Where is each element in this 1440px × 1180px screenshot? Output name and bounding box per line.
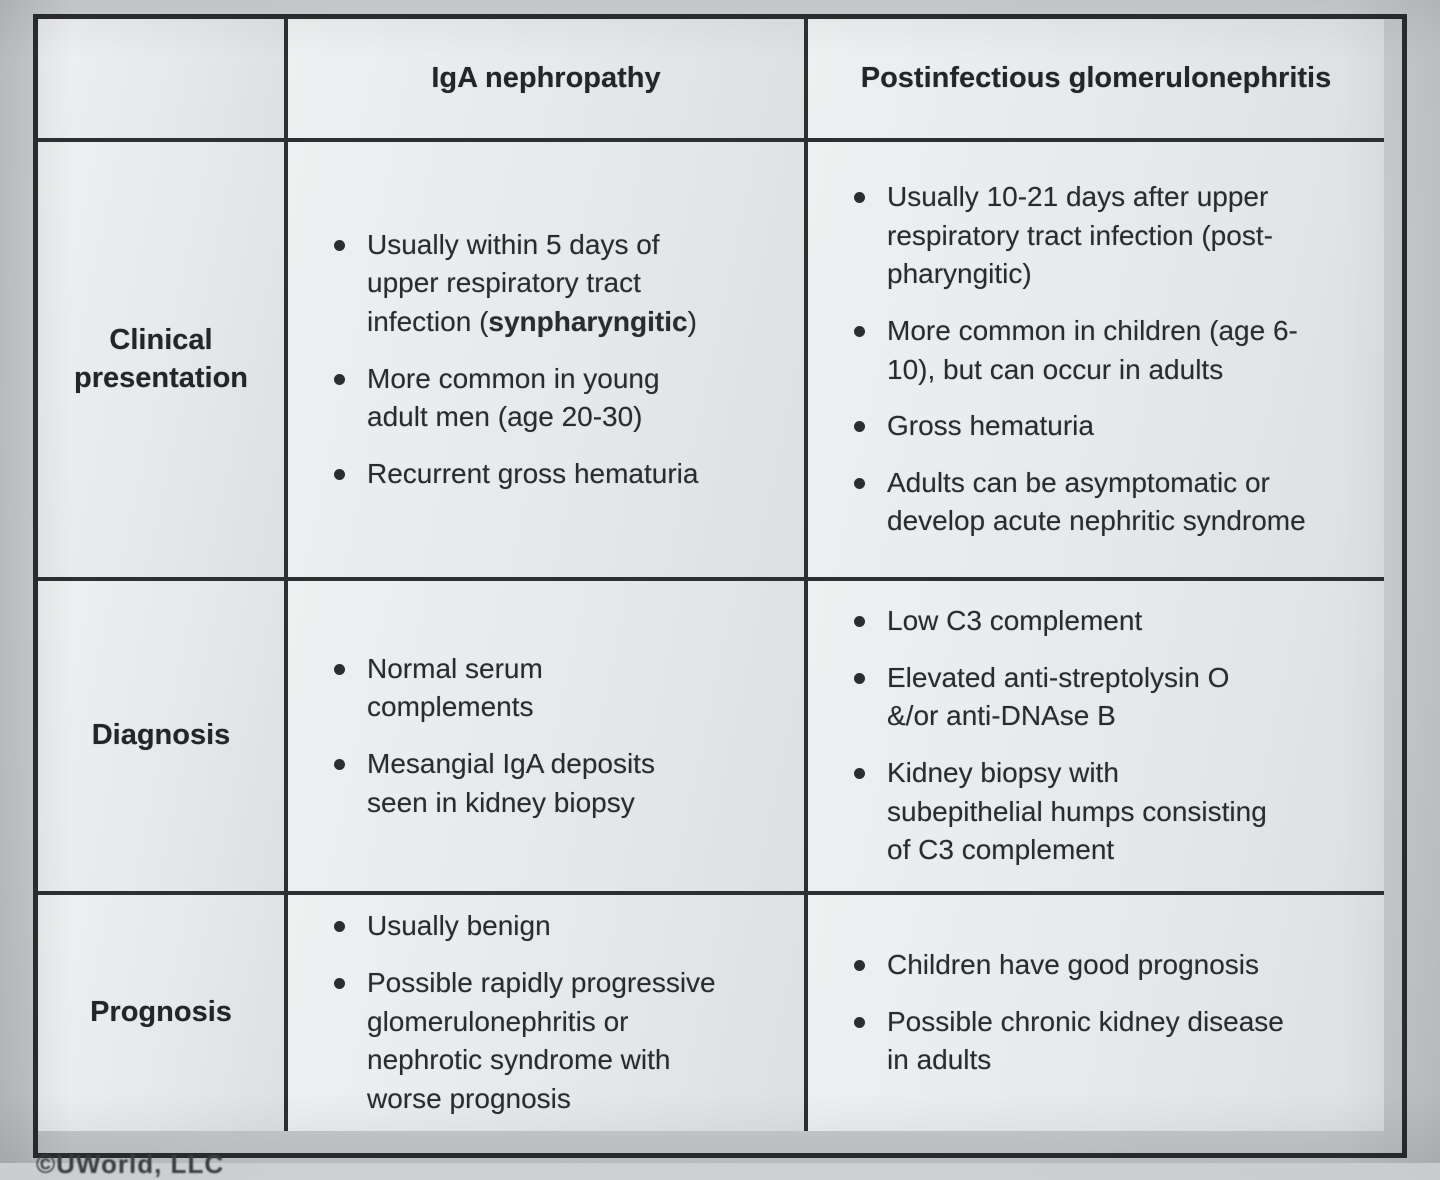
bullet-text: Adults can be asymptomatic or develop acute nephritic syndrome [887, 466, 1306, 537]
bullet-text-segment: Usually within 5 days of upper respiratory tract infection ( [367, 228, 660, 337]
copyright-watermark: ©UWorld, LLC [36, 1149, 225, 1179]
cell-diagnosis-pign [808, 581, 1384, 895]
list-item [334, 226, 707, 342]
row-label-text: Clinical presentation [73, 323, 249, 394]
bullet-icon [334, 240, 345, 251]
row-label-clinical-presentation [38, 142, 288, 581]
comparison-table [33, 14, 1407, 1158]
bullet-icon [334, 978, 345, 989]
header-iga-nephropathy [288, 19, 808, 142]
bullet-list [808, 946, 1287, 1080]
row-label-text: Prognosis [90, 996, 232, 1029]
bullet-text: More common in young adult men (age 20-30) [367, 362, 660, 433]
list-item [334, 745, 672, 822]
list-item [334, 455, 707, 494]
list-item [854, 178, 1342, 294]
bullet-list [288, 907, 722, 1118]
bullet-list [808, 602, 1277, 870]
list-item [854, 946, 1287, 985]
list-item [854, 312, 1342, 389]
list-item [854, 464, 1342, 541]
bullet-icon [334, 664, 345, 675]
bullet-text: More common in children (age 6-10), but can occur in adults [887, 314, 1298, 385]
cell-clinical-iga [288, 142, 808, 581]
bullet-icon [854, 1017, 865, 1028]
list-item [854, 659, 1277, 736]
column-title: IgA nephropathy [431, 61, 661, 94]
cell-prognosis-pign [808, 895, 1384, 1131]
bullet-icon [334, 921, 345, 932]
list-item [334, 964, 722, 1119]
bullet-text: Mesangial IgA deposits seen in kidney biopsy [367, 748, 655, 818]
row-label-diagnosis [38, 581, 288, 895]
list-item [854, 407, 1342, 446]
list-item [334, 360, 707, 437]
bullet-text: Gross hematuria [887, 410, 1094, 442]
row-label-text: Diagnosis [91, 719, 231, 752]
bullet-text: Kidney biopsy with subepithelial humps consisting of C3 complement [887, 757, 1267, 866]
bullet-text: Recurrent gross hematuria [367, 457, 699, 489]
bullet-list [288, 650, 672, 823]
list-item [334, 650, 672, 727]
cell-clinical-pign [808, 142, 1384, 581]
cell-prognosis-iga [288, 895, 808, 1131]
bullet-text-bold-segment: synpharyngitic [488, 305, 688, 337]
bullet-text: Elevated anti-streptolysin O &/or anti-DNAse B [887, 661, 1230, 732]
bullet-icon [334, 374, 345, 385]
bullet-icon [854, 421, 865, 432]
bullet-text: Low C3 complement [887, 605, 1143, 637]
column-title: Postinfectious glomerulonephritis [860, 61, 1332, 94]
cell-diagnosis-iga [288, 581, 808, 895]
bullet-list [808, 178, 1342, 541]
bullet-text: Usually benign [367, 910, 551, 942]
bullet-icon [854, 960, 865, 971]
bullet-icon [854, 478, 865, 489]
bullet-icon [854, 768, 865, 779]
list-item [334, 907, 722, 946]
row-label-prognosis [38, 895, 288, 1131]
bullet-icon [854, 326, 865, 337]
header-postinfectious-gn [808, 19, 1384, 142]
bullet-text [367, 229, 697, 337]
bullet-text: Possible rapidly progressive glomerulonephritis or nephrotic syndrome with worse prognosis [367, 967, 716, 1114]
list-item [854, 602, 1277, 641]
bullet-text: Children have good prognosis [887, 949, 1260, 981]
bullet-icon [854, 192, 865, 203]
bullet-icon [854, 616, 865, 627]
bullet-text-segment: ) [687, 305, 697, 337]
list-item [854, 1003, 1287, 1080]
list-item [854, 754, 1277, 870]
bullet-icon [854, 673, 865, 684]
bullet-text: Normal serum complements [367, 652, 543, 723]
bullet-text: Possible chronic kidney disease in adults [887, 1005, 1284, 1076]
bullet-text: Usually 10-21 days after upper respiratory tract infection (post-pharyngitic) [887, 181, 1273, 290]
bullet-icon [334, 759, 345, 770]
bullet-icon [334, 469, 345, 480]
header-empty-cell [38, 19, 288, 142]
bullet-list [288, 226, 707, 494]
